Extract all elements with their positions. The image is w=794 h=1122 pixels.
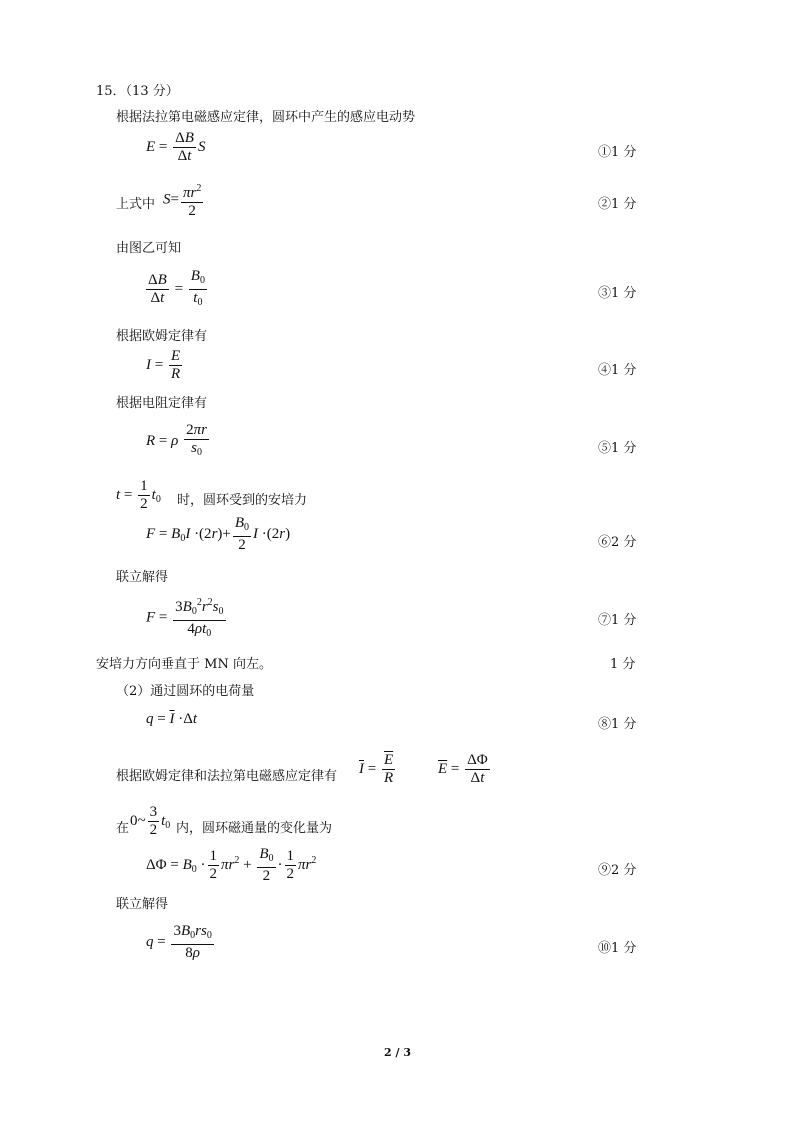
text-lianli-1: 联立解得 [116,570,169,585]
text-zai: 在 [116,821,130,836]
equation-rate: $\frac{\Delta B}{\Delta t}$ = $\frac{B_0}{t_0}$ [144,268,209,311]
text-dianzu: 根据电阻定律有 [116,396,208,411]
equation-charge-result: q = $\frac{3B_0rs_0}{8\rho}$ [146,923,212,961]
text-nei: 内，圆环磁通量的变化量为 [176,821,333,836]
score-10: ⑩1 分 [598,941,637,956]
text-shangshi: 上式中 [116,197,156,212]
equation-interval: 0~ $\frac{3}{2}$ $t_0$ [130,804,171,838]
score-1: ①1 分 [598,145,637,160]
page-number: 2 / 3 [384,1046,411,1059]
equation-force: $F = B_0I \cdot(2r)+$ $\frac{B_0}{2}$ I ·(2r) [146,515,291,553]
equation-resistance: R = ρ $\frac{2\pi r}{s_0}$ [146,422,211,461]
question-header: 15．（13 分） [96,84,179,99]
equation-charge: $q = \overline{I} \cdot\Delta t$ [146,711,198,727]
equation-area: S= $\frac{\pi r^2}{2}$ [163,183,202,219]
text-oumu: 根据欧姆定律有 [116,329,208,344]
score-4: ④1 分 [598,363,637,378]
text-oumu-falad: 根据欧姆定律和法拉第电磁感应定律有 [116,769,338,784]
score-8: ⑧1 分 [598,717,637,732]
equation-current: I = $\frac{E}{R}$ [146,348,181,382]
text-direction: 安培力方向垂直于 MN 向左。 [96,657,272,672]
score-3: ③1 分 [598,286,637,301]
intro-text: 根据法拉第电磁感应定律，圆环中产生的感应电动势 [116,110,416,125]
text-shi: 时，圆环受到的安培力 [177,493,308,508]
score-direction: 1 分 [610,657,636,672]
equation-time: t = $\frac{1}{2}$ $t_0$ [116,478,161,512]
score-6: ⑥2 分 [598,535,637,550]
score-9: ⑨2 分 [598,863,637,878]
text-lianli-2: 联立解得 [116,897,169,912]
score-7: ⑦1 分 [598,613,637,628]
equation-force-result: F = $\frac{3B_0^2r^2s_0}{4\rho t_0}$ [146,594,228,642]
equation-emf: E = $\frac{\Delta B}{\Delta t}$ S [146,130,206,164]
score-2: ②1 分 [598,197,637,212]
equation-flux-change: $\Delta\Phi = B_0$ · $\frac{1}{2}$ $\pi r^2$ + $\frac{B_0}{2}$ · $\frac{1}{2}$ $\pi r^2$ [146,846,317,884]
text-youtu: 由图乙可知 [116,241,182,256]
score-5: ⑤1 分 [598,441,637,456]
equation-avg-emf: $\overline{E}$ = $\frac{\Delta\Phi}{\Delta t}$ [438,752,488,786]
text-part2: （2）通过圆环的电荷量 [116,684,255,699]
equation-avg-current: $\overline{I}$ = $\frac{\overline{E}}{R}$ [359,752,394,786]
